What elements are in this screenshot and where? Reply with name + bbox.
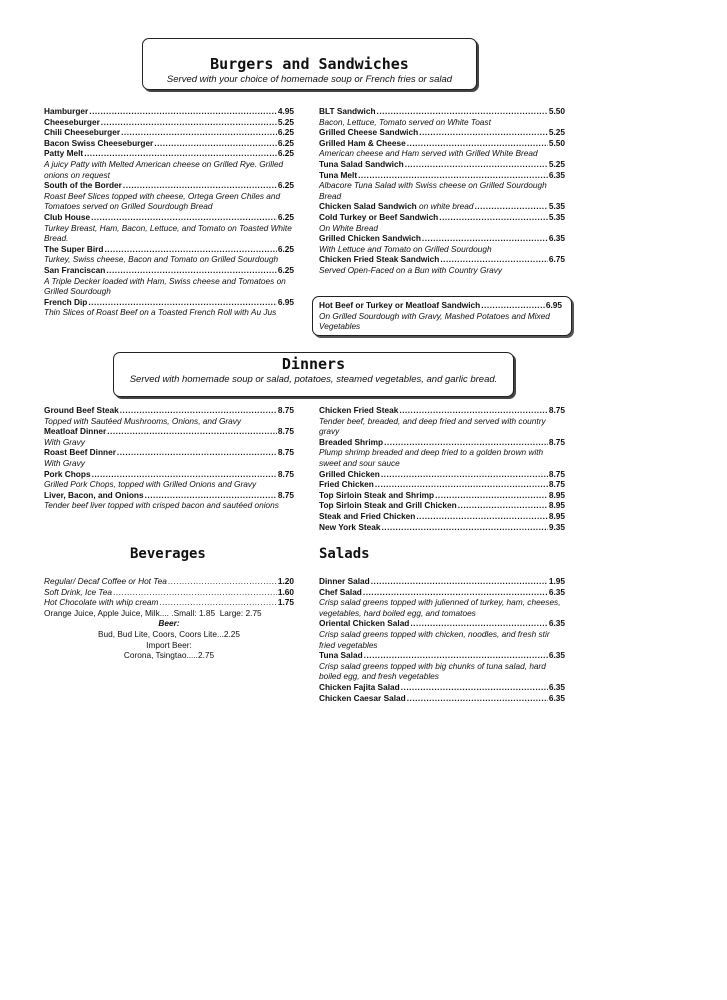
menu-item-name: Fried Chicken — [319, 479, 374, 490]
menu-item-name: Chef Salad — [319, 586, 362, 597]
menu-item — [319, 522, 565, 533]
menu-item-name: South of the Border — [44, 180, 122, 191]
dot-leader — [440, 254, 548, 265]
menu-item-price: 1.95 — [548, 576, 565, 586]
dot-leader — [435, 490, 548, 501]
menu-item-description: With Gravy — [44, 457, 85, 468]
dot-leader — [407, 693, 548, 704]
menu-item — [319, 587, 565, 598]
menu-item-name: The Super Bird — [44, 243, 104, 254]
menu-item — [44, 244, 294, 255]
menu-item-name: Grilled Ham & Cheese — [319, 137, 406, 148]
menu-item-price: 6.25 — [277, 264, 294, 275]
menu-item-name: Club House — [44, 211, 91, 222]
dot-leader — [121, 127, 277, 138]
menu-item-hot-beef-sandwich: Hot Beef or Turkey or Meatloaf Sandwich ..... 6.95 — [319, 300, 562, 311]
menu-item — [44, 405, 294, 416]
menu-item-name: San Franciscan — [44, 264, 106, 275]
menu-item-price: 8.75 — [277, 405, 294, 415]
menu-item-name: Bacon Swiss Cheeseburger — [44, 137, 154, 148]
menu-item — [44, 265, 294, 276]
beverage-item — [44, 576, 294, 587]
menu-item-price: 8.95 — [548, 510, 565, 521]
menu-item-price: 6.35 — [548, 586, 565, 597]
beverage-name: Soft Drink, Ice Tea — [44, 586, 112, 597]
menu-item-name: Dinner Salad — [319, 576, 370, 586]
salads-title: Salads — [319, 546, 370, 562]
dot-leader — [381, 469, 548, 480]
menu-item — [44, 106, 294, 117]
dot-leader — [145, 490, 277, 501]
dot-leader — [159, 597, 276, 608]
menu-item-name: Grilled Cheese Sandwich — [319, 127, 419, 138]
menu-item — [319, 650, 565, 661]
menu-item-price: 6.35 — [548, 681, 565, 692]
menu-item — [319, 682, 565, 693]
dot-leader — [92, 469, 277, 480]
menu-item — [319, 254, 565, 265]
menu-item — [319, 500, 565, 511]
menu-item-price: 5.50 — [548, 137, 565, 148]
menu-item-description: A Triple Decker loaded with Ham, Swiss cheese and Tomatoes on Grilled Sourdough — [44, 275, 286, 297]
dot-leader — [419, 127, 548, 138]
menu-item-description: With Gravy — [44, 436, 85, 447]
menu-item — [44, 180, 294, 191]
menu-item-name: Steak and Fried Chicken — [319, 510, 416, 521]
menu-item — [44, 490, 294, 501]
dot-leader — [474, 201, 547, 212]
menu-item-name: Cheeseburger — [44, 116, 100, 127]
menu-item — [44, 138, 294, 149]
menu-item — [44, 297, 294, 308]
menu-item-description: On White Bread — [319, 222, 379, 233]
menu-item-price: 6.75 — [548, 254, 565, 265]
dot-leader — [101, 117, 277, 128]
menu-item-price: 8.95 — [548, 500, 565, 511]
menu-item-description: Turkey, Swiss cheese, Bacon and Tomato on Grilled Sourdough — [44, 254, 279, 265]
menu-item-name: Chicken Caesar Salad — [319, 692, 406, 703]
dot-leader — [364, 650, 548, 661]
beverage-juice-line: Orange Juice, Apple Juice, Milk.... .Small: 1.85 Large: 2.75 — [44, 607, 262, 618]
hot-sandwich-special-box — [312, 296, 572, 336]
menu-item-price: 6.25 — [277, 180, 294, 191]
dot-leader — [154, 138, 277, 149]
menu-item-price: 8.75 — [277, 489, 294, 500]
menu-item-name: Pork Chops — [44, 468, 91, 479]
dot-leader — [416, 511, 547, 522]
menu-item-price: 6.35 — [548, 650, 565, 661]
burgers-left-column — [44, 106, 294, 318]
menu-item-name: Meatloaf Dinner — [44, 426, 107, 437]
dinners-right-column — [319, 405, 565, 532]
menu-item-name: New York Steak — [319, 521, 381, 532]
menu-item-price: 6.25 — [277, 243, 294, 254]
menu-item — [319, 405, 565, 416]
menu-item-price: 8.75 — [277, 426, 294, 437]
dot-leader — [117, 447, 277, 458]
menu-item — [44, 148, 294, 159]
menu-item-description: Served Open-Faced on a Bun with Country Gravy — [319, 264, 503, 275]
dot-leader — [104, 244, 276, 255]
menu-item-name: Grilled Chicken Sandwich — [319, 233, 421, 244]
dot-leader — [107, 426, 277, 437]
menu-item-price: 5.50 — [548, 106, 565, 116]
menu-item-description: Plump shrimp breaded and deep fried to a golden brown with sweet and sour sauce — [319, 447, 544, 468]
menu-item-price: 6.95 — [277, 296, 294, 307]
menu-item-name: Patty Melt — [44, 148, 84, 159]
dot-leader — [439, 212, 548, 223]
menu-item-name: Breaded Shrimp — [319, 436, 384, 447]
menu-item — [44, 469, 294, 480]
menu-item-name: Cold Turkey or Beef Sandwich — [319, 211, 439, 222]
beverage-item — [44, 587, 294, 598]
menu-item-price: 8.75 — [277, 447, 294, 458]
menu-item-price: 6.25 — [277, 137, 294, 148]
menu-item-name: Grilled Chicken — [319, 468, 380, 479]
dot-leader — [384, 437, 548, 448]
menu-item-description: Tender beef, breaded, and deep fried and served with country gravy — [319, 415, 546, 437]
menu-item-description: Turkey Breast, Ham, Bacon, Lettuce, and Tomato on Toasted White Bread. — [44, 222, 292, 244]
burgers-right-column — [319, 106, 565, 276]
dot-leader — [458, 500, 548, 511]
dot-leader — [123, 180, 277, 191]
menu-item — [319, 490, 565, 501]
menu-item-price: 5.25 — [548, 158, 565, 169]
menu-item-description: Tender beef liver topped with crisped bacon and sautéed onions — [44, 500, 279, 511]
beverages-list — [44, 576, 294, 661]
menu-item — [44, 127, 294, 138]
dot-leader — [168, 576, 277, 587]
menu-item-price: 6.25 — [277, 148, 294, 159]
menu-item-description: A juicy Patty with Melted American cheese on Grilled Rye. Grilled onions on request — [44, 158, 284, 180]
dot-leader — [375, 479, 548, 490]
menu-item-name: Chicken Salad Sandwich — [319, 201, 417, 212]
menu-item-name: Chicken Fajita Salad — [319, 681, 400, 692]
menu-item — [319, 576, 565, 587]
beverage-name: Hot Chocolate with whip cream — [44, 597, 159, 608]
menu-item-price: 6.35 — [548, 618, 565, 629]
menu-item — [319, 201, 565, 212]
dot-leader — [363, 587, 548, 598]
menu-item-name: Top Sirloin Steak and Grill Chicken — [319, 500, 457, 511]
dot-leader — [377, 106, 548, 117]
menu-item — [319, 212, 565, 223]
menu-item-description: On Grilled Sourdough with Gravy, Mashed Potatoes and Mixed Vegetables — [319, 310, 550, 332]
menu-item-price: 8.75 — [548, 468, 565, 479]
dot-leader — [358, 170, 548, 181]
menu-item-price: 5.35 — [548, 211, 565, 222]
menu-item-name: Tuna Salad Sandwich — [319, 158, 404, 169]
menu-item-description: Bacon, Lettuce, Tomato served on White Toast — [319, 116, 491, 127]
dot-leader — [91, 212, 277, 223]
beverage-name: Regular/ Decaf Coffee or Hot Tea — [44, 576, 167, 586]
menu-item-name: Chicken Fried Steak Sandwich — [319, 254, 440, 265]
menu-item-description: Crisp salad greens topped with julienned of turkey, ham, cheeses, vegetables, hard boiled egg, and tomatoes — [319, 597, 561, 618]
menu-item-name: Ground Beef Steak — [44, 405, 119, 415]
dot-leader — [84, 148, 277, 159]
burgers-header-box — [142, 38, 477, 90]
menu-item-price: 9.35 — [548, 521, 565, 532]
menu-item-price: 6.35 — [548, 692, 565, 703]
menu-item-note: on white bread — [416, 201, 474, 212]
menu-item-description: Crisp salad greens topped with big chunks of tuna salad, hard boiled egg, and fresh vegetables — [319, 660, 546, 682]
menu-item-price: 8.75 — [548, 436, 565, 447]
menu-item-price: 5.25 — [277, 116, 294, 127]
menu-item-description: Albacore Tuna Salad with Swiss cheese on Grilled Sourdough Bread — [319, 180, 547, 201]
menu-item-name: Oriental Chicken Salad — [319, 618, 410, 629]
menu-item-name: Tuna Melt — [319, 169, 358, 180]
menu-item-price: 8.75 — [277, 468, 294, 479]
menu-item — [319, 693, 565, 704]
dot-leader — [371, 576, 548, 587]
menu-item-price: 6.25 — [277, 127, 294, 138]
dot-leader — [410, 618, 547, 629]
menu-item-price: 5.35 — [548, 201, 565, 212]
beer-header: Beer: — [158, 618, 180, 629]
menu-item-name: BLT Sandwich — [319, 106, 376, 116]
salads-list — [319, 576, 565, 703]
menu-item-price: 8.95 — [548, 489, 565, 500]
menu-item-name: Chili Cheeseburger — [44, 127, 121, 138]
menu-item-price: 6.25 — [277, 211, 294, 222]
menu-item-description: With Lettuce and Tomato on Grilled Sourdough — [319, 243, 492, 254]
menu-item-name: Hamburger — [44, 106, 89, 116]
menu-item-name: Liver, Bacon, and Onions — [44, 489, 144, 500]
menu-item-description: American cheese and Ham served with Grilled White Bread — [319, 148, 538, 159]
beverage-price: 1.60 — [277, 586, 294, 597]
import-beer-header: Import Beer: — [146, 639, 192, 650]
dinners-left-column — [44, 405, 294, 511]
menu-item — [319, 233, 565, 244]
burgers-title: Burgers and Sandwiches — [210, 55, 409, 73]
dot-leader — [120, 405, 277, 416]
dot-leader — [382, 522, 548, 533]
menu-item-name: Chicken Fried Steak — [319, 405, 399, 415]
menu-item — [319, 479, 565, 490]
menu-item — [319, 511, 565, 522]
burgers-subtitle: Served with your choice of homemade soup or French fries or salad — [166, 74, 453, 85]
menu-item-name: Tuna Salad — [319, 650, 363, 661]
menu-item-price: 8.75 — [548, 479, 565, 490]
dot-leader — [88, 297, 277, 308]
menu-item — [319, 106, 565, 117]
menu-item — [44, 447, 294, 458]
beer-import: Corona, Tsingtao.....2.75 — [123, 650, 215, 661]
menu-item-description: Topped with Sautéed Mushrooms, Onions, and Gravy — [44, 415, 242, 426]
dot-leader — [407, 138, 548, 149]
menu-item-description: Roast Beef Slices topped with cheese, Ortega Green Chiles and Tomatoes served on Grilled Sourdough Bread — [44, 190, 281, 212]
dot-leader — [405, 159, 548, 170]
dinners-subtitle: Served with homemade soup or salad, potatoes, steamed vegetables, and garlic bread. — [129, 374, 498, 385]
menu-item-price: 6.35 — [548, 169, 565, 180]
menu-item — [319, 618, 565, 629]
menu-item-price: 6.35 — [548, 233, 565, 244]
dot-leader — [422, 233, 548, 244]
dot-leader — [89, 106, 277, 117]
menu-item — [319, 437, 565, 448]
dinners-header-box — [113, 352, 514, 397]
menu-item-description: Crisp salad greens topped with chicken, noodles, and fresh stir fried vegetables — [319, 628, 550, 650]
menu-item-price: 8.75 — [548, 405, 565, 415]
dot-leader — [399, 405, 548, 416]
menu-item-name: Roast Beef Dinner — [44, 447, 116, 458]
menu-item-name: French Dip — [44, 296, 88, 307]
beverage-item — [44, 597, 294, 608]
menu-item — [319, 170, 565, 181]
dot-leader — [106, 265, 277, 276]
menu-item-price: 5.25 — [548, 127, 565, 138]
menu-item-description: Grilled Pork Chops, topped with Grilled Onions and Gravy — [44, 479, 257, 490]
menu-item — [319, 469, 565, 480]
menu-item — [319, 138, 565, 149]
dot-leader — [113, 587, 277, 598]
menu-item — [319, 127, 565, 138]
menu-item — [319, 159, 565, 170]
dot-leader — [401, 682, 548, 693]
beverage-price: 1.75 — [277, 597, 294, 608]
menu-item — [44, 212, 294, 223]
dinners-title: Dinners — [281, 355, 346, 373]
menu-item-name: Top Sirloin Steak and Shrimp — [319, 489, 435, 500]
menu-item — [44, 426, 294, 437]
beer-domestic: Bud, Bud Lite, Coors, Coors Lite...2.25 — [97, 628, 241, 639]
beverage-price: 1.20 — [277, 576, 294, 586]
menu-item — [44, 117, 294, 128]
menu-item-description: Thin Slices of Roast Beef on a Toasted French Roll with Au Jus — [44, 307, 277, 318]
menu-item-price: 4.95 — [277, 106, 294, 116]
beverages-title: Beverages — [130, 546, 206, 562]
